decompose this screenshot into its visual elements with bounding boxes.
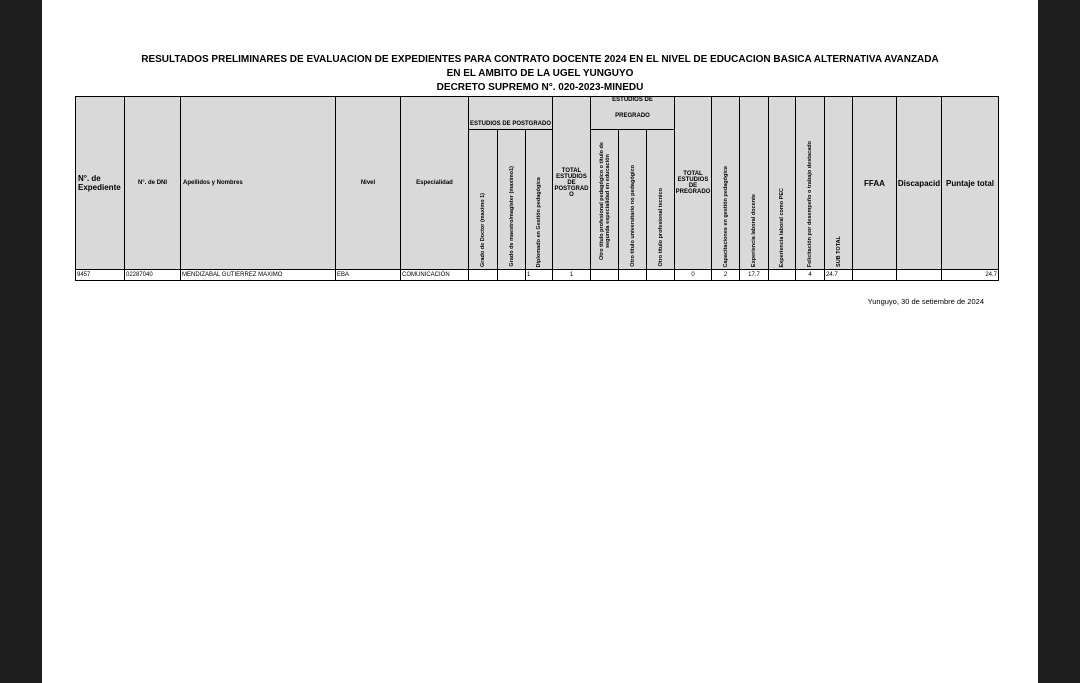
header-capacitaciones	[712, 97, 740, 270]
header-otro-titulo-ped-label: Otro título profesional pedagógico o título de segunda especialidad en educación	[598, 142, 611, 260]
cell-puntaje: 24.7	[942, 270, 999, 281]
header-felicitacion	[796, 97, 825, 270]
cell-dni: 02287040	[125, 270, 181, 281]
header-group-pregrado-line1: ESTUDIOS DE	[612, 97, 653, 103]
header-exp-pec	[769, 97, 796, 270]
footer-date: Yunguyo, 30 de setiembre de 2024	[867, 297, 984, 306]
header-felicitacion-label: Felicitación por desempeño o trabajo destacado	[807, 140, 813, 267]
document-title: RESULTADOS PRELIMINARES DE EVALUACION DE EXPEDIENTES PARA CONTRATO DOCENTE 2024 EN EL NIVEL DE EDUCACION BASICA ALTERNATIVA AVANZADA	[141, 54, 939, 65]
header-otro-titulo-tec-label: Otro título profesional tecnico	[657, 188, 664, 267]
cell-nivel: EBA	[336, 270, 401, 281]
cell-otro-titulo-univ	[619, 270, 647, 281]
header-total-pregrado: TOTAL ESTUDIOS DE PREGRADO	[675, 97, 712, 270]
header-exp-docente-label: Experiencia laboral docente	[751, 193, 757, 267]
cell-subtotal: 24.7	[825, 270, 853, 281]
cell-capacitaciones: 2	[712, 270, 740, 281]
results-table	[75, 96, 999, 281]
document-page	[42, 0, 1038, 683]
header-puntaje: Puntaje total	[942, 97, 999, 270]
header-exp-pec-label: Experiencia laboral como PEC	[779, 187, 785, 267]
header-ffaa: FFAA	[853, 97, 897, 270]
cell-total-postgrado: 1	[553, 270, 591, 281]
header-subtotal-label: SUB TOTAL	[835, 236, 842, 267]
header-exp-docente	[740, 97, 769, 270]
header-diplomado	[526, 130, 553, 270]
header-group-postgrado: ESTUDIOS DE POSTGRADO	[469, 97, 553, 130]
table-row	[76, 270, 999, 281]
header-doctor-label: Grado de Doctor (maximo 1)	[480, 193, 486, 267]
header-capacitaciones-label: Capacitaciones en gestión pedagógica	[722, 165, 729, 267]
header-diplomado-label: Diplomado en Gestión pedagógica	[536, 176, 542, 267]
cell-maestro	[498, 270, 526, 281]
header-total-postgrado: TOTAL ESTUDIOS DE POSTGRAD O	[553, 97, 591, 270]
header-maestro	[498, 130, 526, 270]
cell-especialidad: COMUNICACIÓN	[401, 270, 469, 281]
cell-diplomado: 1	[526, 270, 553, 281]
header-dni: N°. de DNI	[125, 97, 181, 270]
document-subtitle-decree: DECRETO SUPREMO N°. 020-2023-MINEDU	[436, 82, 644, 93]
cell-otro-titulo-tec	[647, 270, 675, 281]
header-nivel: Nivel	[336, 97, 401, 270]
header-group-pregrado	[591, 97, 675, 130]
header-maestro-label: Grado de maestro/magister (maximo1)	[508, 166, 515, 267]
cell-exp-docente: 17.7	[740, 270, 769, 281]
header-otro-titulo-tec	[647, 130, 675, 270]
cell-total-pregrado: 0	[675, 270, 712, 281]
header-discapacidad: Discapacid	[897, 97, 942, 270]
header-especialidad: Especialidad	[401, 97, 469, 270]
cell-ffaa	[853, 270, 897, 281]
cell-doctor	[469, 270, 498, 281]
header-doctor	[469, 130, 498, 270]
cell-nombres: MENDIZABAL GUTIERREZ MAXIMO	[181, 270, 336, 281]
header-otro-titulo-ped	[591, 130, 619, 270]
header-otro-titulo-univ-label: Otro título universitario no pedagógico	[629, 165, 636, 267]
cell-expediente: 9457	[76, 270, 125, 281]
cell-discapacidad	[897, 270, 942, 281]
header-group-pregrado-line2: PREGRADO	[615, 113, 650, 119]
cell-felicitacion: 4	[796, 270, 825, 281]
cell-exp-pec	[769, 270, 796, 281]
header-nombres: Apellidos y Nombres	[181, 97, 336, 270]
document-subtitle-ugel: EN EL AMBITO DE LA UGEL YUNGUYO	[446, 68, 634, 79]
header-expediente: N°. de Expediente	[76, 97, 125, 270]
header-subtotal	[825, 97, 853, 270]
header-otro-titulo-univ	[619, 130, 647, 270]
cell-otro-titulo-ped	[591, 270, 619, 281]
